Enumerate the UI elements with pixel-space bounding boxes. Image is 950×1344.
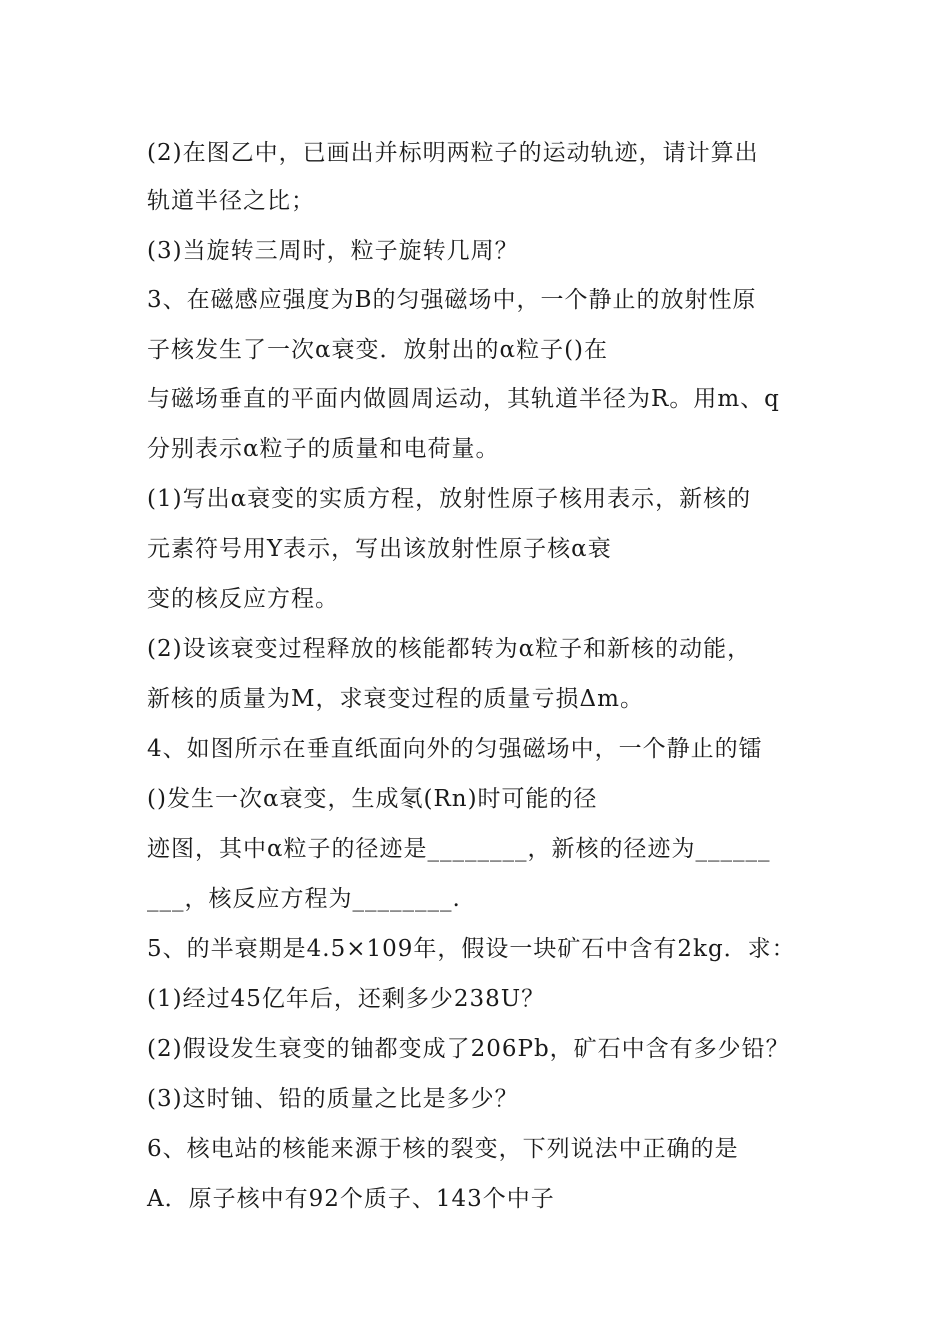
text-line: (2)假设发生衰变的铀都变成了206Pb，矿石中含有多少铅？ — [147, 1036, 790, 1062]
text-line: 与磁场垂直的平面内做圆周运动，其轨道半径为R。用m、q — [147, 386, 780, 412]
text-line: 3、在磁感应强度为B的匀强磁场中，一个静止的放射性原 — [147, 287, 757, 313]
text-line: (2)设该衰变过程释放的核能都转为α粒子和新核的动能， — [147, 636, 752, 662]
text-line: 5、的半衰期是4.5×109年，假设一块矿石中含有2kg．求： — [147, 936, 796, 962]
text-line: 变的核反应方程。 — [147, 586, 339, 612]
text-line: 子核发生了一次α衰变．放射出的α粒子()在 — [147, 337, 609, 363]
text-line: ___，核反应方程为________. — [147, 886, 461, 912]
text-line: 迹图，其中α粒子的径迹是________，新核的径迹为______ — [147, 836, 771, 862]
text-line: ()发生一次α衰变，生成氡(Rn)时可能的径 — [147, 786, 598, 812]
text-line: (3)这时铀、铅的质量之比是多少？ — [147, 1086, 519, 1112]
text-line: 新核的质量为M，求衰变过程的质量亏损Δm。 — [147, 686, 644, 712]
text-line: 元素符号用Y表示，写出该放射性原子核α衰 — [147, 536, 612, 562]
text-line: 6、核电站的核能来源于核的裂变，下列说法中正确的是 — [147, 1136, 739, 1162]
text-line: (3)当旋转三周时，粒子旋转几周？ — [147, 238, 519, 264]
text-line: 轨道半径之比； — [147, 188, 315, 214]
text-line: (1)写出α衰变的实质方程，放射性原子核用表示，新核的 — [147, 486, 752, 512]
text-line: 分别表示α粒子的质量和电荷量。 — [147, 436, 500, 462]
text-line: A．原子核中有92个质子、143个中子 — [147, 1186, 555, 1212]
text-line: 4、如图所示在垂直纸面向外的匀强磁场中，一个静止的镭 — [147, 736, 763, 762]
text-line: (2)在图乙中，已画出并标明两粒子的运动轨迹，请计算出 — [147, 140, 759, 166]
text-line: (1)经过45亿年后，还剩多少238U？ — [147, 986, 546, 1012]
